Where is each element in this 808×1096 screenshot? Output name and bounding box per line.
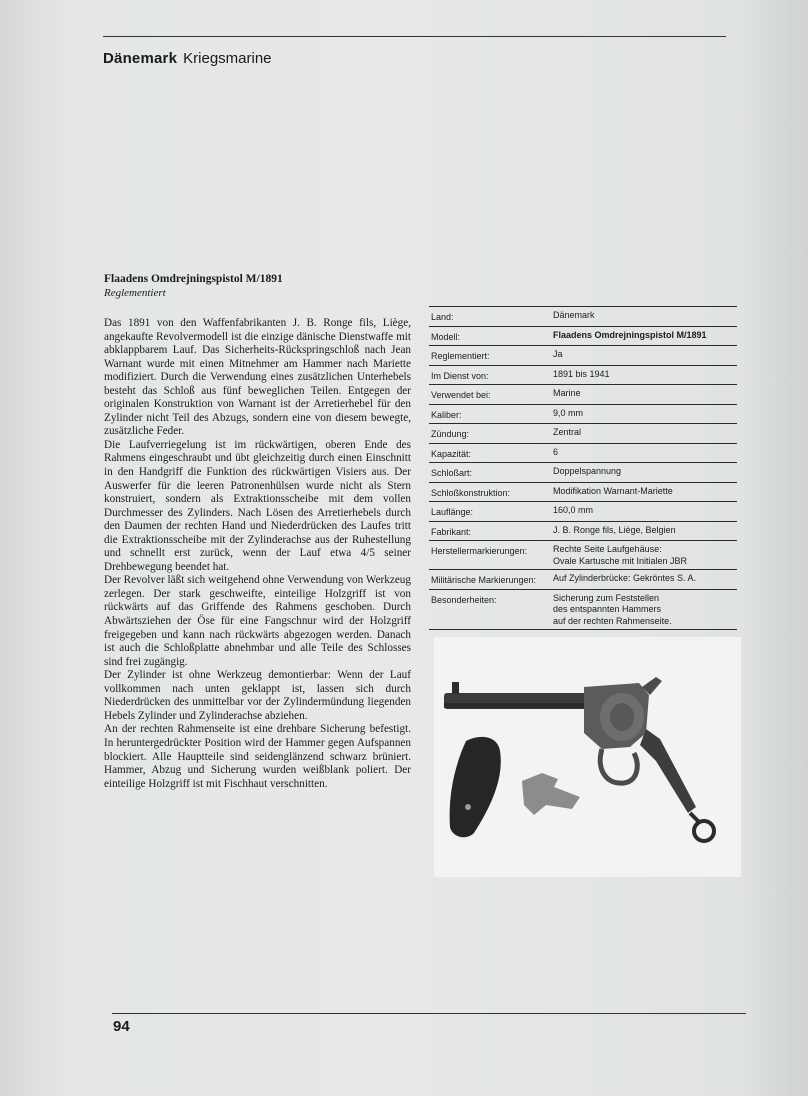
table-row bbox=[429, 326, 737, 346]
body-paragraph: Der Zylinder ist ohne Werkzeug demontierbar: Wenn der Lauf vollkommen nach unten geklappt ist, lassen sich durch Niederdrücken des unmittelbar vor der Zylindermündung liegenden Hebels Zylinder und Zylinderachse abziehen. bbox=[104, 669, 411, 722]
spec-label: Reglementiert: bbox=[429, 346, 551, 366]
spec-value: 160,0 mm bbox=[551, 502, 737, 522]
body-paragraph: Die Laufverriegelung ist im rückwärtigen, oberen Ende des Rahmens eingeschraubt und übt gleichzeitig durch einen Einschnitt in den Handgriff die Funktion des rückwärtigen Visiers aus. Der Auswerfer für die leeren Patronenhülsen wurde nicht als Stern konstruiert, sondern als Extraktionsscheibe mit dem vollen Durchmesser des Zylinders. Nach Lösen des Arretierhebels durch den Daumen der rechten Hand und Niederdrücken des Laufes tritt die Extraktionsscheibe mit der Zylinderachse aus der Ruhestellung und schnellt erst zurück, wenn der Lauf etwa 4/5 seiner Drehbewegung beendet hat. bbox=[104, 438, 411, 573]
table-row bbox=[429, 365, 737, 385]
spec-value: Modifikation Warnant-Mariette bbox=[551, 482, 737, 502]
front-sight bbox=[452, 682, 459, 694]
spec-value: J. B. Ronge fils, Liège, Belgien bbox=[551, 521, 737, 541]
weapon-title-block bbox=[104, 273, 283, 299]
body-text bbox=[104, 317, 411, 791]
lanyard-ring bbox=[694, 821, 714, 841]
spec-label: Militärische Markierungen: bbox=[429, 570, 551, 590]
spec-label: Schloßkonstruktion: bbox=[429, 482, 551, 502]
spec-value: Dänemark bbox=[551, 307, 737, 327]
header-unit: Kriegsmarine bbox=[183, 50, 272, 67]
spec-label: Kaliber: bbox=[429, 404, 551, 424]
revolver-illustration bbox=[434, 637, 741, 877]
spec-value: Sicherung zum Feststellen des entspannten Hammers auf der rechten Rahmenseite. bbox=[551, 589, 737, 630]
spec-value: 9,0 mm bbox=[551, 404, 737, 424]
revolver-photo bbox=[434, 637, 741, 877]
table-row bbox=[429, 346, 737, 366]
spec-value: 6 bbox=[551, 443, 737, 463]
lock-plate bbox=[522, 773, 580, 815]
trigger-guard bbox=[600, 749, 637, 783]
spec-label: Im Dienst von: bbox=[429, 365, 551, 385]
spec-value: Flaadens Omdrejningspistol M/1891 bbox=[551, 326, 737, 346]
spec-label: Verwendet bei: bbox=[429, 385, 551, 405]
spec-value: 1891 bis 1941 bbox=[551, 365, 737, 385]
spec-label: Modell: bbox=[429, 326, 551, 346]
spec-value: Auf Zylinderbrücke: Gekröntes S. A. bbox=[551, 570, 737, 590]
top-rule bbox=[103, 36, 726, 37]
running-header bbox=[103, 50, 272, 67]
table-row bbox=[429, 463, 737, 483]
body-paragraph: An der rechten Rahmenseite ist eine drehbare Sicherung befestigt. In heruntergedrückter Position wird der Hammer gegen Aufspannen blockiert. Alle Hauptteile sind seidenglänzend schwarz brüniert. Hammer, Abzug und Sicherung wurden weißblank poliert. Der einteilige Holzgriff ist mit Fischhaut verschnitten. bbox=[104, 723, 411, 790]
spec-label: Fabrikant: bbox=[429, 521, 551, 541]
table-row bbox=[429, 541, 737, 570]
table-row bbox=[429, 521, 737, 541]
spec-label: Herstellermarkierungen: bbox=[429, 541, 551, 570]
wooden-grip bbox=[450, 737, 501, 837]
table-row bbox=[429, 404, 737, 424]
spec-value: Doppelspannung bbox=[551, 463, 737, 483]
table-row bbox=[429, 570, 737, 590]
spec-label: Land: bbox=[429, 307, 551, 327]
table-row bbox=[429, 443, 737, 463]
table-row bbox=[429, 385, 737, 405]
page-number: 94 bbox=[113, 1018, 130, 1035]
spec-value: Zentral bbox=[551, 424, 737, 444]
header-country: Dänemark bbox=[103, 50, 178, 67]
bottom-rule bbox=[112, 1013, 746, 1014]
spec-label: Lauflänge: bbox=[429, 502, 551, 522]
table-row bbox=[429, 424, 737, 444]
spec-label: Besonderheiten: bbox=[429, 589, 551, 630]
spec-value: Rechte Seite Laufgehäuse: Ovale Kartusche mit Initialen JBR bbox=[551, 541, 737, 570]
table-row bbox=[429, 589, 737, 630]
spec-label: Zündung: bbox=[429, 424, 551, 444]
spec-label: Kapazität: bbox=[429, 443, 551, 463]
table-row bbox=[429, 307, 737, 327]
spec-value: Ja bbox=[551, 346, 737, 366]
spec-table bbox=[429, 306, 737, 630]
spec-label: Schloßart: bbox=[429, 463, 551, 483]
weapon-subtitle: Reglementiert bbox=[104, 287, 166, 299]
table-row bbox=[429, 482, 737, 502]
weapon-title: Flaadens Omdrejningspistol M/1891 bbox=[104, 273, 283, 285]
grip-frame bbox=[640, 729, 696, 813]
body-paragraph: Das 1891 von den Waffenfabrikanten J. B. Ronge fils, Liège, angekaufte Revolvermodell ist die einzige dänische Dienstwaffe mit abklappbarem Lauf. Das Sicherheits-Rückspringschloß nach Jean Warnant wurde mit einen Mitnehmer am Hammer nach Mariette modifiziert. Durch die Verwendung eines zusätzlichen Unterhebels besteht das Schloß aus fünf beweglichen Teilen. Entgegen der originalen Konstruktion von Warnant ist der Arretierhebel für den Zylinder nicht Teil des Abzugs, sondern eine von diesem bewegte, zusätzliche Feder. bbox=[104, 317, 411, 438]
body-paragraph: Der Revolver läßt sich weitgehend ohne Verwendung von Werkzeug zerlegen. Der stark geschweifte, einteilige Holzgriff ist von rückwärts auf das Griffende des Rahmens geschoben. Durch Abwärtsziehen der Öse für eine Fangschnur wird der Holzgriff freigegeben und kann nach rückwärts abgezogen werden. Danach ist auch die Schloßplatte abnehmbar und alle Teile des Schlosses sind frei zugängig. bbox=[104, 574, 411, 668]
spec-value: Marine bbox=[551, 385, 737, 405]
table-row bbox=[429, 502, 737, 522]
